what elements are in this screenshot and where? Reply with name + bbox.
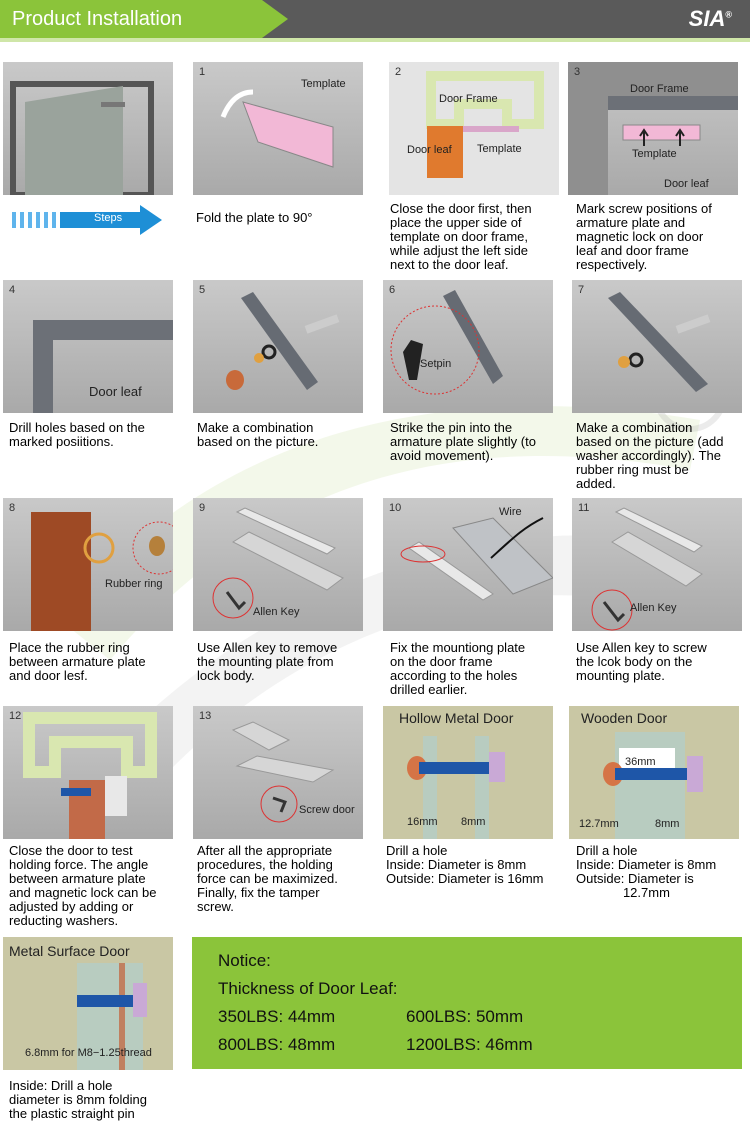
step-12-image: 12 — [3, 706, 173, 839]
step-13-caption: After all the appropriate procedures, the holding force can be maximized. Finally, fix the tamper screw. — [197, 843, 338, 914]
notice-item: 800LBS: 48mm — [218, 1035, 336, 1054]
step-3-caption: Mark screw positions of armature plate and magnetic lock on door leaf and door frame respectively. — [576, 201, 712, 272]
step-10-caption: Fix the mountiong plate on the door frame according to the holes drilled earlier. — [390, 640, 526, 697]
step-2-image: 2 Door Frame Door leaf Template — [389, 62, 559, 195]
step-6-caption: Strike the pin into the armature plate slightly (to avoid movement). — [390, 420, 536, 463]
wooden-door-caption: Drill a hole Inside: Diameter is 8mm Outside: Diameter is 12.7mm — [576, 843, 717, 900]
notice-panel — [192, 937, 742, 1069]
metal-door-image: Metal Surface Door 6.8mm for M8−1.25thread — [3, 937, 173, 1070]
step-10-image: 10 Wire — [383, 498, 553, 631]
step-6-image: 6 Setpin — [383, 280, 553, 413]
step-1-caption: Fold the plate to 90° — [196, 210, 313, 225]
door-overview-image — [3, 62, 173, 195]
step-11-caption: Use Allen key to screw the lcok body on the mounting plate. — [576, 640, 707, 683]
page-header — [0, 0, 750, 42]
step-3-image: 3 Door Frame Template Door leaf — [568, 62, 738, 195]
step-5-caption: Make a combination based on the picture. — [197, 420, 319, 449]
header-arrow — [262, 0, 288, 38]
step-8-caption: Place the rubber ring between armature plate and door lesf. — [9, 640, 146, 683]
step-2-caption: Close the door first, then place the upper side of template on door frame, while adjust the left side next to the door leaf. — [390, 201, 532, 272]
notice-subtitle: Thickness of Door Leaf: — [218, 979, 398, 998]
steps-label: Steps — [94, 212, 123, 224]
header-underline — [0, 38, 750, 42]
step-11-image: 11 Allen Key — [572, 498, 742, 631]
notice-item: 600LBS: 50mm — [406, 1007, 524, 1026]
brand-logo: SIA® — [688, 6, 732, 31]
step-7-caption: Make a combination based on the picture (add washer accordingly). The rubber ring must be added. — [576, 420, 724, 491]
step-13-image: 13 Screw door — [193, 706, 363, 839]
step-4-image: 4 Door leaf — [3, 280, 173, 413]
step-9-image: 9 Allen Key — [193, 498, 363, 631]
steps-arrow — [12, 205, 162, 235]
step-1-image: 1 Template — [193, 62, 363, 195]
notice-item: 350LBS: 44mm — [218, 1007, 336, 1026]
hollow-door-caption: Drill a hole Inside: Diameter is 8mm Outside: Diameter is 16mm — [386, 843, 544, 886]
step-8-image: 8 Rubber ring — [3, 498, 173, 631]
step-4-caption: Drill holes based on the marked posiitions. — [9, 420, 145, 449]
step-12-caption: Close the door to test holding force. The angle between armature plate and magnetic lock can be adjusted by adding or reducting washers. — [9, 843, 157, 928]
notice-title: Notice: — [218, 951, 271, 970]
step-5-image: 5 — [193, 280, 363, 413]
page-title: Product Installation — [12, 8, 183, 30]
metal-door-caption: Inside: Drill a hole diameter is 8mm folding the plastic straight pin — [9, 1078, 147, 1121]
step-9-caption: Use Allen key to remove the mounting plate from lock body. — [197, 640, 338, 683]
step-7-image: 7 — [572, 280, 742, 413]
wooden-door-image: Wooden Door 36mm 12.7mm 8mm — [569, 706, 739, 839]
hollow-door-image: Hollow Metal Door 16mm 8mm — [383, 706, 553, 839]
notice-item: 1200LBS: 46mm — [406, 1035, 533, 1054]
